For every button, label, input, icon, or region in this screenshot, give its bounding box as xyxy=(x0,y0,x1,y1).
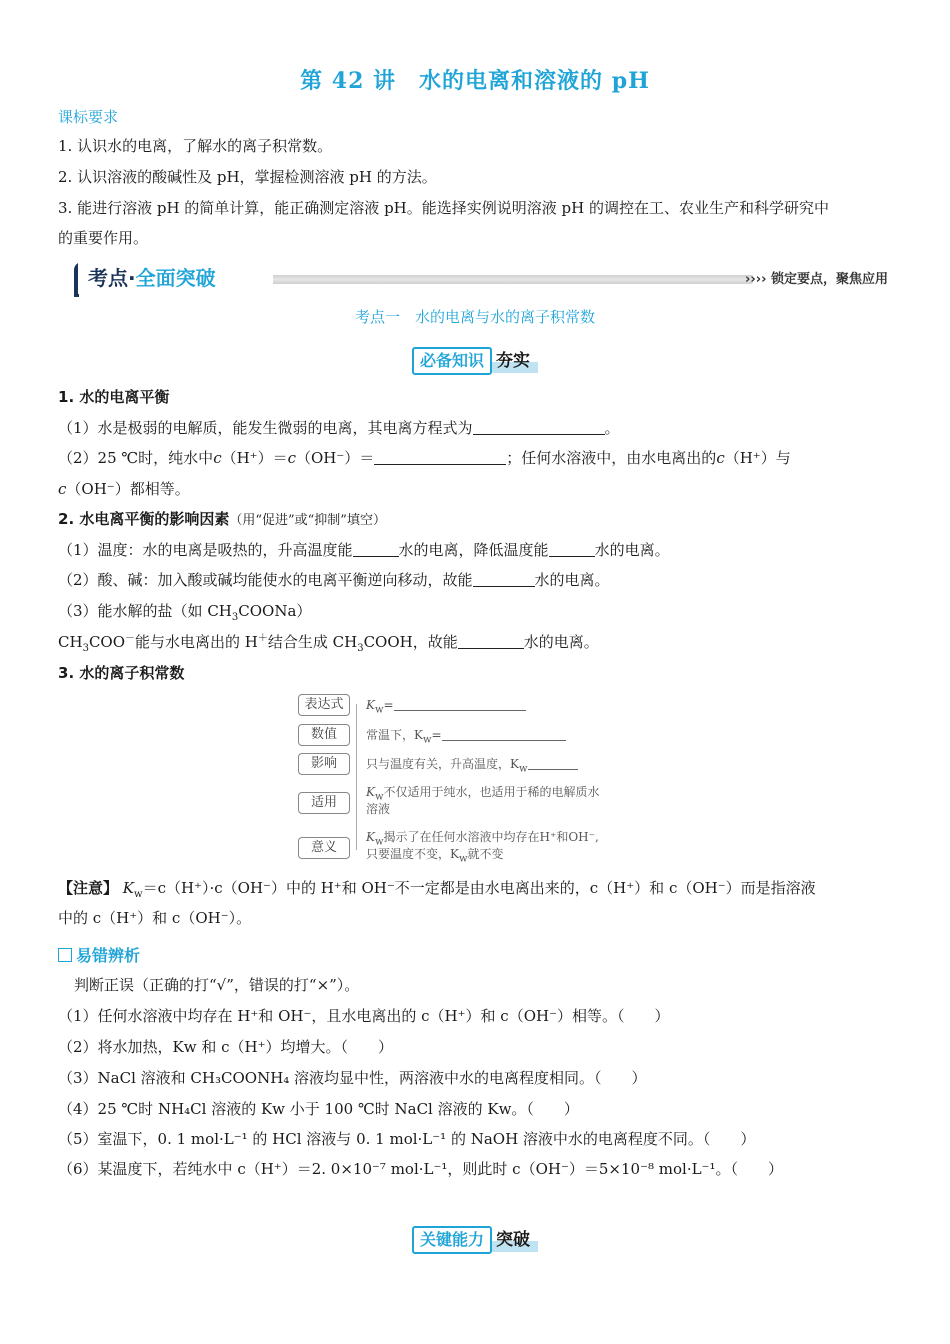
text: ＝c（H⁺）·c（OH⁻）中的 H⁺和 OH⁻不一定都是由水电离出来的，c（H⁺）和 c（OH⁻）而是指溶液 xyxy=(142,879,816,897)
subscript: w xyxy=(458,853,468,865)
paragraph xyxy=(58,413,898,443)
paragraph xyxy=(58,596,898,626)
text: 能与水电离出的 H xyxy=(135,633,258,651)
text: （OH⁻）＝ xyxy=(296,449,375,467)
subscript: w xyxy=(518,763,528,775)
answer-blank[interactable] xyxy=(458,632,524,649)
subscript: w xyxy=(374,836,384,848)
banner-slogan: ›››› 锁定要点，聚焦应用 xyxy=(745,272,888,287)
text: 常温下，K xyxy=(366,728,423,742)
section-heading-text: . 水电离平衡的影响因素 xyxy=(68,510,230,528)
diagram-text xyxy=(366,756,578,773)
topic-heading: 考点一 水的电离与水的离子积常数 xyxy=(354,308,595,326)
text: （H⁺）＝ xyxy=(221,449,288,467)
answer-blank[interactable] xyxy=(442,728,566,741)
diagram-label: 意义 xyxy=(298,837,350,859)
ion-product-diagram xyxy=(296,692,666,864)
section-banner xyxy=(58,260,888,300)
paragraph xyxy=(58,627,898,657)
standard-item: 的重要作用。 xyxy=(58,229,149,247)
text: ；任何水溶液中，由水电离出的 xyxy=(506,449,717,467)
mistakes-heading xyxy=(58,941,898,971)
subscript: 3 xyxy=(82,643,89,654)
answer-blank[interactable] xyxy=(374,448,506,465)
standards-heading: 课标要求 xyxy=(58,108,119,126)
text: （1）温度：水的电离是吸热的，升高温度能 xyxy=(58,541,353,559)
text: 就不变 xyxy=(467,847,504,861)
note-label: 【注意】 xyxy=(58,879,119,897)
banner-bar xyxy=(238,275,753,284)
answer-blank[interactable] xyxy=(549,540,595,557)
text: K xyxy=(366,785,375,799)
superscript: ＋ xyxy=(257,633,268,644)
mistakes-heading-text: 易错辨析 xyxy=(76,946,141,965)
text: K xyxy=(366,830,375,844)
text: COO xyxy=(88,633,126,651)
diagram-text xyxy=(366,829,599,863)
section-heading-text: . 水的电离平衡 xyxy=(68,388,170,406)
text: 只要温度不变，K xyxy=(366,847,459,861)
diagram-text xyxy=(366,697,526,714)
answer-blank[interactable] xyxy=(394,698,526,711)
subscript: w xyxy=(374,704,384,716)
text: 。 xyxy=(604,419,620,437)
text: = xyxy=(383,698,394,712)
note-paragraph xyxy=(58,873,898,903)
text: K xyxy=(122,879,135,897)
tag-rest-label: 夯实 xyxy=(492,349,538,373)
tag-key-ability xyxy=(0,1226,950,1254)
subscript: 3 xyxy=(357,643,364,654)
diagram-label: 影响 xyxy=(298,753,350,775)
subscript: w xyxy=(422,734,432,746)
subscript: 3 xyxy=(231,612,239,623)
subscript: w xyxy=(134,889,143,900)
section-number: 2 xyxy=(58,510,69,528)
text: COONa） xyxy=(238,602,312,620)
diagram-connector xyxy=(356,704,357,850)
section-number: 3 xyxy=(58,664,69,682)
text: = xyxy=(431,728,442,742)
note-paragraph: 中的 c（H⁺）和 c（OH⁻）。 xyxy=(58,909,252,927)
paragraph xyxy=(58,535,898,565)
symbol-c: c xyxy=(716,449,725,467)
mistake-item: （2）将水加热，Kw 和 c（H⁺）均增大。（ ） xyxy=(58,1038,394,1056)
text: （2）酸、碱：加入酸或碱均能使水的电离平衡逆向移动，故能 xyxy=(58,571,473,589)
section-heading xyxy=(58,382,898,412)
text: K xyxy=(366,698,375,712)
symbol-c: c xyxy=(213,449,222,467)
tag-boxed-label: 关键能力 xyxy=(412,1226,492,1254)
text: （3）能水解的盐 xyxy=(58,602,173,620)
subscript: w xyxy=(374,791,384,803)
diagram-label: 表达式 xyxy=(298,694,350,716)
text: 水的电离。 xyxy=(594,541,670,559)
text: 结合生成 CH xyxy=(267,633,358,651)
checkbox-icon xyxy=(58,948,72,962)
diagram-text xyxy=(366,784,600,818)
standard-item: 1. 认识水的电离，了解水的离子积常数。 xyxy=(58,137,333,155)
diagram-label: 适用 xyxy=(298,792,350,814)
lesson-title: 第 42 讲 水的电离和溶液的 pH xyxy=(300,68,650,94)
answer-blank[interactable] xyxy=(353,540,399,557)
diagram-text xyxy=(366,727,566,744)
standard-item: 2. 认识溶液的酸碱性及 pH，掌握检测溶液 pH 的方法。 xyxy=(58,168,437,186)
mistake-item: （6）某温度下，若纯水中 c（H⁺）＝2. 0×10⁻⁷ mol·L⁻¹，则此时 c（OH⁻）＝5×10⁻⁸ mol·L⁻¹。（ ） xyxy=(58,1160,783,1178)
text: 水的电离，降低温度能 xyxy=(398,541,549,559)
superscript: － xyxy=(125,633,136,644)
standard-item: 3. 能进行溶液 pH 的简单计算，能正确测定溶液 pH。能选择实例说明溶液 pH 的调控在工、农业生产和科学研究中 xyxy=(58,199,829,217)
paragraph xyxy=(58,443,898,473)
section-heading-text: . 水的离子积常数 xyxy=(68,664,185,682)
text: （2）25 ℃时，纯水中 xyxy=(58,449,214,467)
text: 溶液 xyxy=(366,802,391,816)
paragraph xyxy=(58,474,898,504)
text: CH xyxy=(58,633,83,651)
paragraph xyxy=(58,565,898,595)
text: 水的电离。 xyxy=(534,571,610,589)
banner-title-part: 考点 xyxy=(88,266,128,290)
text: 揭示了在任何水溶液中均存在H⁺和OH⁻, xyxy=(383,830,599,844)
text: （H⁺）与 xyxy=(724,449,791,467)
banner-title xyxy=(78,262,273,294)
diagram-label: 数值 xyxy=(298,724,350,746)
banner-title-part: 全面突破 xyxy=(135,266,216,290)
mistakes-intro: 判断正误（正确的打“√”，错误的打“×”）。 xyxy=(74,976,360,994)
text: （如 CH xyxy=(172,602,232,620)
banner-title-dot: · xyxy=(128,266,136,290)
text: 水的电离。 xyxy=(523,633,599,651)
tag-rest-label: 突破 xyxy=(492,1228,538,1252)
tag-essential-knowledge xyxy=(0,347,950,375)
symbol-c: c xyxy=(58,480,67,498)
section-number: 1 xyxy=(58,388,69,406)
mistake-item: （4）25 ℃时 NH₄Cl 溶液的 Kw 小于 100 ℃时 NaCl 溶液的 Kw。（ ） xyxy=(58,1100,579,1118)
text: 不仅适用于纯水，也适用于稀的电解质水 xyxy=(383,785,600,799)
mistake-item: （5）室温下，0. 1 mol·L⁻¹ 的 HCl 溶液与 0. 1 mol·L⁻¹ 的 NaOH 溶液中水的电离程度不同。（ ） xyxy=(58,1130,756,1148)
text: （OH⁻）都相等。 xyxy=(66,480,190,498)
mistake-item: （3）NaCl 溶液和 CH₃COONH₄ 溶液均显中性，两溶液中水的电离程度相同。（ ） xyxy=(58,1069,647,1087)
answer-blank[interactable] xyxy=(528,757,578,770)
answer-blank[interactable] xyxy=(473,418,605,435)
text: 只与温度有关，升高温度，K xyxy=(366,757,519,771)
text: COOH，故能 xyxy=(363,633,458,651)
text: （1）水是极弱的电解质，能发生微弱的电离，其电离方程式为 xyxy=(58,419,473,437)
section-heading xyxy=(58,504,898,536)
mistake-item: （1）任何水溶液中均存在 H⁺和 OH⁻，且水电离出的 c（H⁺）和 c（OH⁻）相等。（ ） xyxy=(58,1007,670,1025)
symbol-c: c xyxy=(287,449,296,467)
tag-boxed-label: 必备知识 xyxy=(412,347,492,375)
answer-blank[interactable] xyxy=(473,570,535,587)
heading-note: （用“促进”或“抑制”填空） xyxy=(229,513,386,528)
section-heading xyxy=(58,658,898,688)
